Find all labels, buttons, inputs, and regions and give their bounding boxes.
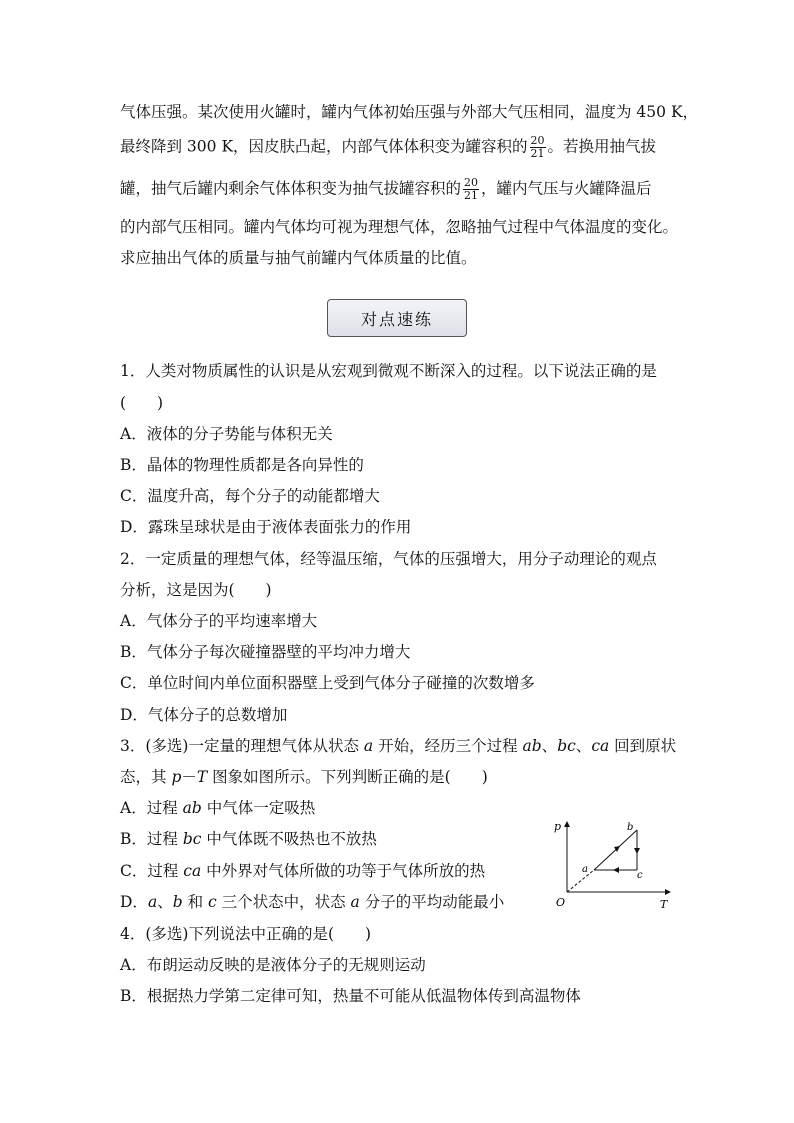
var-c: c (208, 893, 217, 911)
option-text: 分子的平均动能最小 (359, 893, 505, 911)
y-axis-label: p (554, 820, 562, 833)
q3-stem-part: 态，其 (120, 768, 172, 786)
q3-stem (120, 736, 676, 756)
p-T-graph-svg (548, 818, 678, 913)
var-a: a (350, 893, 360, 911)
option-prefix: D． (120, 893, 148, 911)
intro-line-2-text: 最终降到 300 K，因皮肤凸起，内部气体体积变为罐容积的 (120, 137, 528, 156)
minus-sign: － (181, 768, 197, 786)
option-text: 、 (157, 893, 173, 911)
var-ca: ca (591, 737, 610, 755)
intro-line-2 (120, 135, 656, 160)
intro-line-3 (120, 177, 652, 202)
option-text: 和 (182, 893, 208, 911)
q2-option-b: B．气体分子每次碰撞器壁的平均冲力增大 (120, 643, 411, 661)
arrow-ca (613, 867, 619, 873)
var-b: b (172, 893, 183, 911)
q1-option-c: C．温度升高，每个分子的动能都增大 (120, 487, 380, 505)
point-b-label: b (627, 822, 634, 833)
q2-stem-2: 分析，这是因为( ) (120, 581, 272, 599)
point-a-label: a (582, 864, 588, 875)
q3-stem-part: 图象如图所示。下列判断正确的是( ) (207, 768, 488, 786)
origin-label: O (556, 896, 566, 909)
q3-stem-part: 、 (541, 737, 558, 755)
var-ca: ca (183, 862, 202, 880)
var-p: p (171, 768, 182, 786)
var-bc: bc (182, 830, 202, 848)
option-text: 中气体一定吸热 (201, 799, 316, 817)
var-ab: ab (182, 799, 202, 817)
q3-option-d (120, 892, 504, 912)
q2-stem: 2．一定质量的理想气体，经等温压缩，气体的压强增大，用分子动理论的观点 (120, 550, 657, 568)
fraction-20-21 (530, 135, 546, 160)
q3-stem-part: 回到原状 (609, 737, 677, 755)
fraction-numerator: 20 (530, 134, 545, 147)
option-text: 中外界对气体所做的功等于气体所放的热 (201, 862, 486, 880)
dashed-extension-line (567, 870, 594, 892)
intro-line-1: 气体压强。某次使用火罐时，罐内气体初始压强与外部大气压相同，温度为 450 K， (120, 103, 699, 121)
section-title-box (327, 299, 467, 337)
intro-line-4: 的内部气压相同。罐内气体均可视为理想气体，忽略抽气过程中气体温度的变化。 (120, 218, 679, 236)
q1-option-d: D．露珠呈球状是由于液体表面张力的作用 (120, 518, 412, 536)
q1-option-b: B．晶体的物理性质都是各向异性的 (120, 456, 364, 474)
var-T: T (196, 768, 208, 786)
q3-option-c (120, 861, 485, 881)
option-prefix: C．过程 (120, 862, 184, 880)
fraction-denominator: 21 (464, 189, 479, 202)
var-bc: bc (557, 737, 576, 755)
intro-line-5: 求应抽出气体的质量与抽气前罐内气体质量的比值。 (120, 249, 477, 267)
q3-stem-part: 开始，经历三个过程 (373, 737, 523, 755)
q3-stem-part: 、 (575, 737, 592, 755)
fraction-denominator: 21 (530, 147, 545, 160)
var-a: a (147, 893, 158, 911)
process-ab-line (594, 830, 637, 870)
q3-stem-part: 3．(多选)一定量的理想气体从状态 (120, 737, 364, 755)
q2-option-d: D．气体分子的总数增加 (120, 706, 288, 724)
q1-paren: ( ) (120, 394, 164, 412)
option-prefix: A．过程 (120, 799, 183, 817)
option-prefix: B．过程 (120, 830, 183, 848)
fraction-20-21-second (463, 177, 479, 202)
option-text: 三个状态中，状态 (216, 893, 351, 911)
intro-line-2-tail: 。若换用抽气拔 (547, 137, 657, 156)
x-axis-label: T (660, 898, 668, 911)
q3-option-a (120, 798, 315, 818)
q2-option-a: A．气体分子的平均速率增大 (120, 612, 318, 630)
q4-option-b: B．根据热力学第二定律可知，热量不可能从低温物体传到高温物体 (120, 987, 581, 1005)
intro-line-3-text: 罐，抽气后罐内剩余气体体积变为抽气拔罐容积的 (120, 179, 462, 198)
q3-option-b (120, 829, 377, 849)
q1-option-a: A．液体的分子势能与体积无关 (120, 425, 333, 443)
p-T-graph (548, 818, 678, 917)
q4-stem: 4．(多选)下列说法中正确的是( ) (120, 925, 372, 943)
option-text: 中气体既不吸热也不放热 (201, 830, 377, 848)
section-title: 对点速练 (360, 309, 433, 329)
point-c-label: c (637, 870, 643, 881)
fraction-numerator: 20 (464, 176, 479, 189)
q3-stem-2 (120, 767, 488, 787)
q1-stem: 1．人类对物质属性的认识是从宏观到微观不断深入的过程。以下说法正确的是 (120, 362, 657, 380)
arrow-bc (634, 848, 640, 854)
q2-option-c: C．单位时间内单位面积器壁上受到气体分子碰撞的次数增多 (120, 674, 535, 692)
var-a: a (363, 737, 374, 755)
q4-option-a: A．布朗运动反映的是液体分子的无规则运动 (120, 956, 426, 974)
intro-line-3-tail: ，罐内气压与火罐降温后 (481, 179, 652, 198)
var-ab: ab (522, 737, 542, 755)
